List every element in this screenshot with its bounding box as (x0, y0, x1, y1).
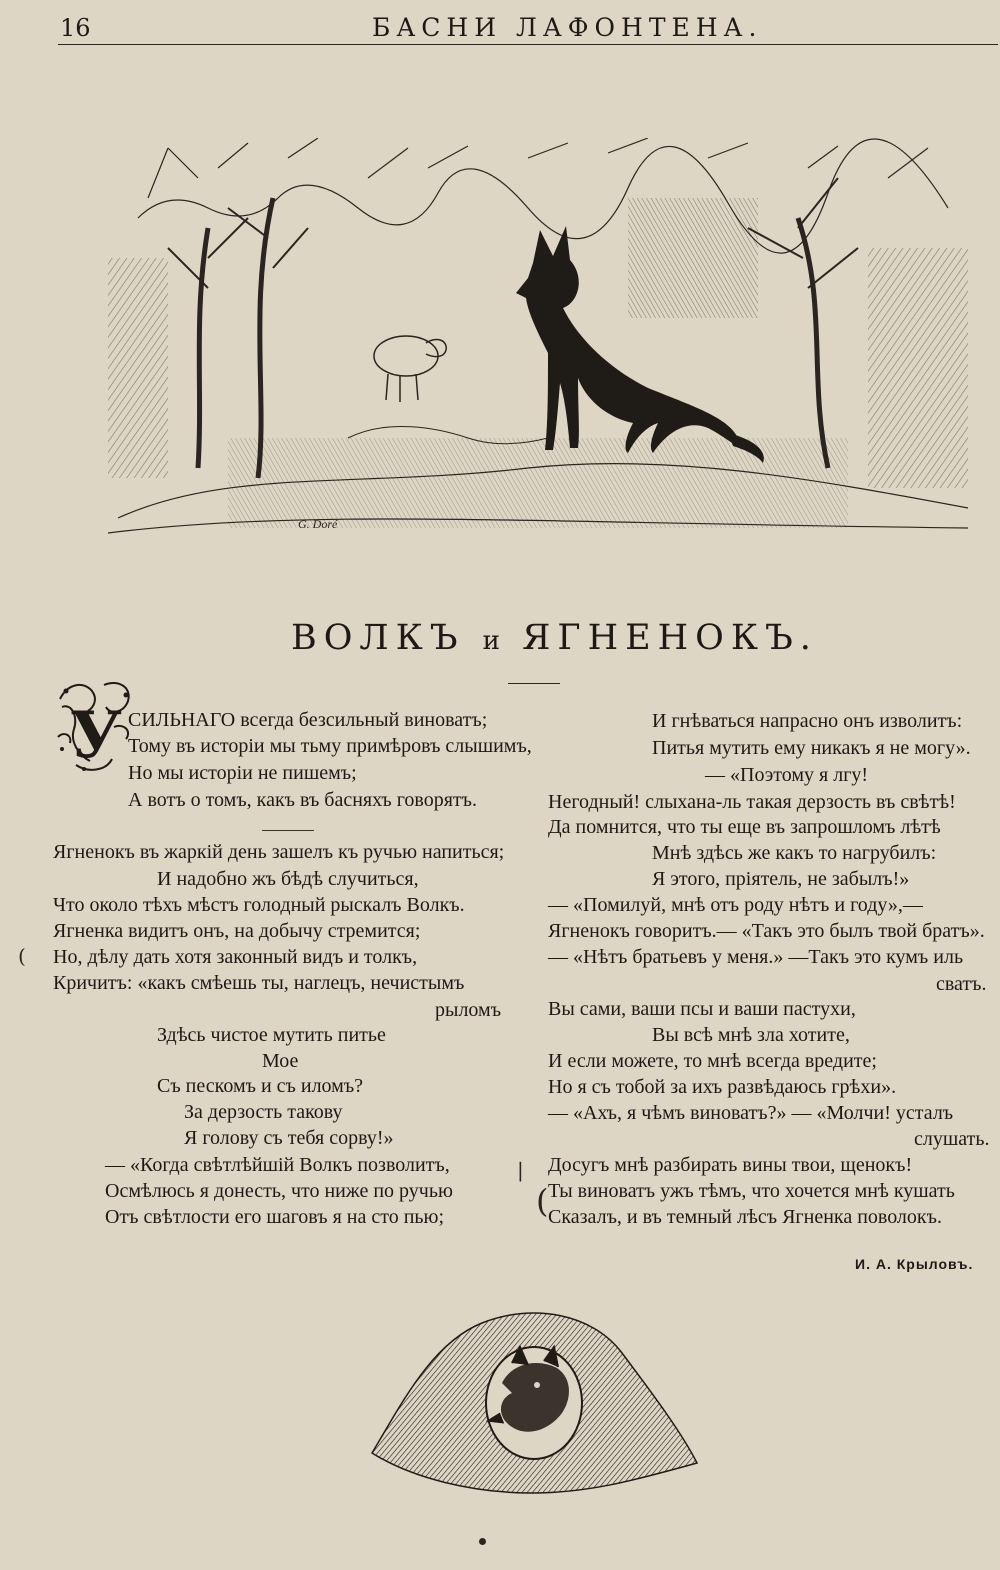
verse-line: И если можете, то мнѣ всегда вредите; (548, 1050, 877, 1072)
verse-line: — «Поэтому я лгу! (705, 764, 869, 786)
wolf-and-lamb-engraving-icon (108, 138, 973, 543)
verse-line: Негодный! слыхана-ль такая дерзость въ свѣтѣ! (548, 791, 956, 813)
verse-line: Но я съ тобой за ихъ развѣдаюсь грѣхи». (548, 1076, 897, 1098)
verse-line: И гнѣваться напрасно онъ изволитъ: (652, 710, 963, 732)
verse-line: Кричитъ: «какъ смѣешь ты, наглецъ, нечистымъ (53, 972, 465, 994)
verse-line: Вы всѣ мнѣ зла хотите, (652, 1024, 850, 1046)
margin-bracket-mark: ( (18, 944, 26, 968)
verse-line: Сказалъ, и въ темный лѣсъ Ягненка поволокъ. (548, 1206, 942, 1228)
wolf-head-vignette-icon (362, 1303, 704, 1495)
margin-bracket-mark: ( (536, 1182, 549, 1220)
verse-line: Ты виноватъ ужъ тѣмъ, что хочется мнѣ кушать (548, 1180, 955, 1202)
ornamental-drop-cap-icon (54, 677, 136, 774)
verse-line: Ягненокъ говоритъ.— «Такъ это былъ твой братъ». (548, 920, 985, 942)
verse-line: Я голову съ тебя сорву!» (184, 1127, 394, 1149)
verse-line: Тому въ исторіи мы тьму примѣровъ слышимъ, (128, 735, 532, 757)
verse-line: Съ пескомъ и съ иломъ? (157, 1075, 364, 1097)
verse-line: — «Нѣтъ братьевъ у меня.» —Такъ это кумъ иль (548, 946, 964, 968)
verse-line: Я этого, пріятель, не забылъ!» (652, 868, 910, 890)
verse-line: А вотъ о томъ, какъ въ басняхъ говорятъ. (128, 789, 478, 811)
verse-line: Ягненокъ въ жаркій день зашелъ къ ручью напиться; (53, 841, 505, 863)
stanza-rule (262, 830, 314, 831)
verse-line: За дерзость такову (184, 1101, 343, 1123)
verse-line: Что около тѣхъ мѣстъ голодный рыскалъ Волкъ. (53, 894, 465, 916)
verse-line: Вы сами, ваши псы и ваши пастухи, (548, 998, 856, 1020)
verse-line: Да помнится, что ты еще въ запрошломъ лѣтѣ (548, 816, 941, 838)
verse-line: Досугъ мнѣ разбирать вины твои, щенокъ! (548, 1154, 913, 1176)
fable-title (291, 618, 818, 658)
title-rule (508, 683, 560, 684)
verse-line: Мнѣ здѣсь же какъ то нагрубилъ: (652, 842, 937, 864)
verse-line: Здѣсь чистое мутить питье (157, 1024, 386, 1046)
page-number: 16 (60, 14, 91, 42)
verse-line: — «Помилуй, мнѣ отъ роду нѣтъ и году»,— (548, 894, 923, 916)
margin-tick-mark: | (517, 1158, 524, 1182)
verse-line: Питья мутить ему никакъ я не могу». (652, 737, 971, 759)
artist-signature: G. Doré (298, 517, 338, 531)
verse-line: СИЛЬНАГО всегда безсильный виноватъ; (128, 709, 488, 731)
verse-line: Ягненка видитъ онъ, на добычу стремится; (53, 920, 421, 942)
drop-cap-letter: У (70, 698, 122, 773)
title-part-2: ЯГНЕНОКЪ. (522, 618, 818, 658)
verse-line: Отъ свѣтлости его шаговъ я на сто пью; (105, 1206, 445, 1228)
verse-line: Но, дѣлу дать хотя законный видъ и толкъ, (53, 946, 418, 968)
verse-line: — «Когда свѣтлѣйшій Волкъ позволитъ, (105, 1154, 450, 1176)
ink-speck (479, 1538, 486, 1545)
verse-line: Осмѣлюсь я донесть, что ниже по ручью (105, 1180, 453, 1202)
verse-line: Но мы исторіи не пишемъ; (128, 762, 357, 784)
title-conjunction: и (482, 626, 504, 656)
verse-line: рыломъ (435, 999, 502, 1021)
verse-line: слушать. (914, 1128, 990, 1150)
verse-line: сватъ. (936, 973, 987, 995)
verse-line: — «Ахъ, я чѣмъ виноватъ?» — «Молчи! усталъ (548, 1102, 954, 1124)
running-title: БАСНИ ЛАФОНТЕНА. (372, 13, 763, 42)
verse-line: Мое (262, 1050, 299, 1072)
header-rule (58, 44, 998, 45)
verse-line: И надобно жъ бѣдѣ случиться, (157, 868, 419, 890)
author-signature: И. А. Крыловъ. (855, 1256, 974, 1272)
title-part-1: ВОЛКЪ (291, 618, 465, 658)
